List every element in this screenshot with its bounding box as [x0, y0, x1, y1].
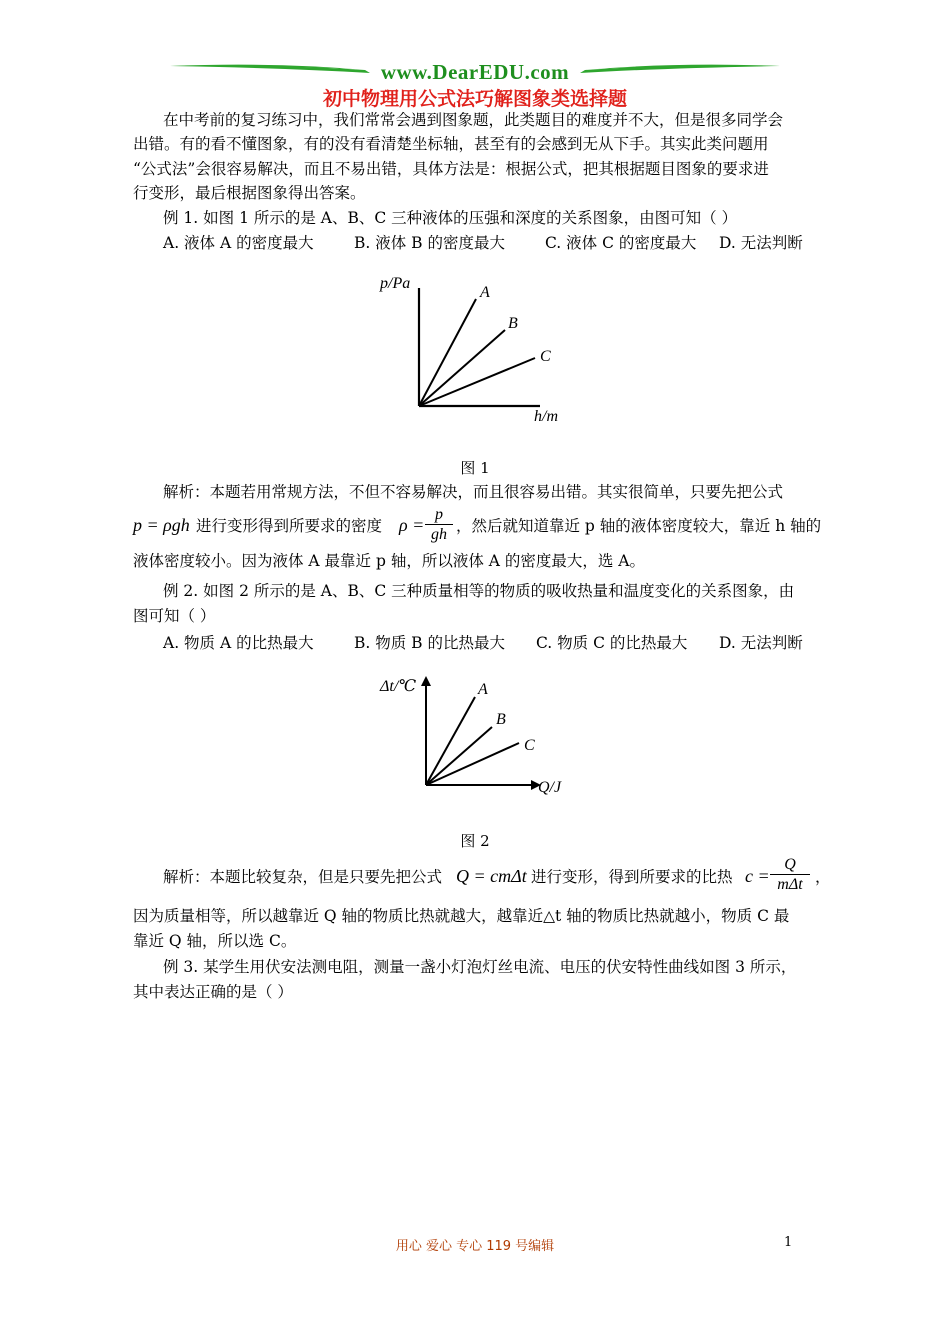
- analysis2-heat-fraction: [770, 856, 810, 893]
- footer-text: 用心 爱心 专心 119 号编辑: [395, 1239, 555, 1254]
- example3-line-2: 其中表达正确的是（ ）: [133, 983, 293, 1001]
- fig2-label-c: C: [524, 737, 535, 754]
- intro-line-1: 在中考前的复习练习中，我们常常会遇到图象题，此类题目的难度并不大，但是很多同学会: [163, 111, 784, 129]
- analysis1-line-3: 液体密度较小。因为液体 A 最靠近 p 轴，所以液体 A 的密度最大，选 A。: [133, 552, 645, 570]
- analysis2-pre-text: 解析：本题比较复杂，但是只要先把公式: [163, 868, 443, 886]
- example2-question-line-2: 图可知（ ）: [133, 607, 216, 625]
- page-number: 1: [784, 1235, 793, 1250]
- analysis2-line-2: 因为质量相等，所以越靠近 Q 轴的物质比热就越大，越靠近△t 轴的物质比热就越小，物质 C 最: [133, 907, 790, 925]
- figure-2-caption: 图 2: [460, 832, 490, 850]
- analysis2-heat-lhs: c =: [745, 866, 770, 886]
- analysis2-formula: Q = cmΔt: [456, 866, 527, 886]
- fig2-ylabel: Δt/℃: [380, 678, 417, 695]
- fig2-label-b: B: [496, 711, 506, 728]
- fig2-label-a: A: [478, 681, 488, 698]
- example2-option-c: C. 物质 C 的比热最大: [536, 634, 688, 652]
- analysis1-density-lhs: ρ =: [399, 515, 425, 535]
- analysis1-tail-text: ，然后就知道靠近 p 轴的液体密度较大，靠近 h 轴的: [456, 517, 822, 535]
- analysis2-tail-text: ，: [815, 868, 831, 886]
- analysis2-line-3: 靠近 Q 轴，所以选 C。: [133, 932, 297, 950]
- fraction-numerator: Q: [784, 856, 796, 873]
- analysis1-density-fraction: [425, 506, 453, 543]
- figure-1-caption: 图 1: [460, 459, 490, 477]
- example3-line-1: 例 3. 某学生用伏安法测电阻，测量一盏小灯泡灯丝电流、电压的伏安特性曲线如图 3 所示，: [163, 958, 797, 976]
- fraction-denominator: mΔt: [777, 876, 803, 893]
- analysis1-mid-text: 进行变形得到所要求的密度: [196, 517, 383, 535]
- fraction-numerator: p: [435, 506, 443, 523]
- fraction-denominator: gh: [431, 526, 447, 543]
- example1-option-c: C. 液体 C 的密度最大: [545, 234, 697, 252]
- example2-option-b: B. 物质 B 的比热最大: [354, 634, 505, 652]
- fig1-label-a: A: [480, 284, 490, 301]
- fig2-xlabel: Q/J: [538, 779, 562, 796]
- example1-option-a: A. 液体 A 的密度最大: [163, 234, 314, 252]
- fig1-ylabel: p/Pa: [380, 275, 411, 292]
- example2-option-d: D. 无法判断: [719, 634, 803, 652]
- intro-line-2: 出错。有的看不懂图象，有的没有看清楚坐标轴，甚至有的会感到无从下手。其实此类问题用: [133, 135, 769, 153]
- page-title: 初中物理用公式法巧解图象类选择题: [322, 88, 627, 110]
- fig1-label-b: B: [508, 315, 518, 332]
- analysis1-formula: p = ρgh: [133, 515, 190, 535]
- example1-option-b: B. 液体 B 的密度最大: [354, 234, 505, 252]
- fig1-line-a: [419, 299, 476, 406]
- example1-option-d: D. 无法判断: [719, 234, 803, 252]
- example1-question: 例 1. 如图 1 所示的是 A、B、C 三种液体的压强和深度的关系图象，由图可知（ ）: [163, 209, 738, 227]
- figure-1-graph: [372, 270, 582, 430]
- fig1-xlabel: h/m: [534, 408, 558, 425]
- fig2-line-b: [426, 727, 492, 785]
- analysis1-line-1: 解析：本题若用常规方法，不但不容易解决，而且很容易出错。其实很简单，只要先把公式: [163, 483, 784, 501]
- fig2-y-arrow: [421, 676, 431, 686]
- fig1-line-c: [419, 358, 535, 406]
- fig2-line-c: [426, 743, 519, 785]
- analysis2-mid-text: 进行变形，得到所要求的比热: [531, 868, 733, 886]
- fig1-label-c: C: [540, 348, 551, 365]
- site-logo-text: www.DearEDU.com: [380, 60, 570, 84]
- example2-question-line-1: 例 2. 如图 2 所示的是 A、B、C 三种质量相等的物质的吸收热量和温度变化的关系图象，由: [163, 582, 795, 600]
- fig2-line-a: [426, 697, 475, 785]
- fig1-line-b: [419, 330, 505, 406]
- intro-line-4: 行变形，最后根据图象得出答案。: [133, 184, 366, 202]
- example2-option-a: A. 物质 A 的比热最大: [163, 634, 314, 652]
- figure-2-graph: [372, 670, 582, 805]
- intro-line-3: “公式法”会很容易解决，而且不易出错，具体方法是：根据公式，把其根据题目图象的要求进: [133, 160, 769, 178]
